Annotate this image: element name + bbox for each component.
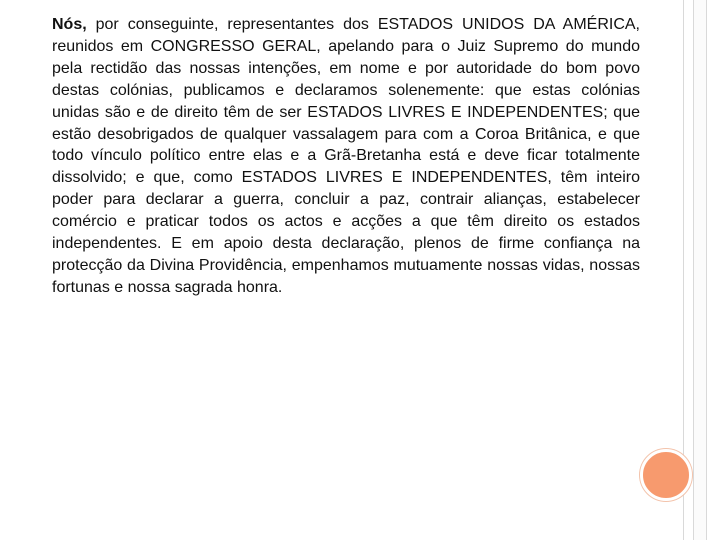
frame-line	[693, 0, 694, 540]
frame-line	[706, 0, 707, 540]
frame-band	[694, 0, 706, 540]
declaration-paragraph	[52, 14, 640, 299]
declaration-body-text: por conseguinte, representantes dos ESTADOS UNIDOS DA AMÉRICA, reunidos em CONGRESSO GERAL, apelando para o Juiz Supremo do mundo pela rectidão das nossas intenções, em nome e por autoridade do bom povo destas colónias, publicamos e declaramos solenemente: que estas colónias unidas são e de direito têm de ser ESTADOS LIVRES E INDEPENDENTES; que estão desobrigados de qualquer vassalagem para com a Coroa Britânica, e que todo vínculo político entre elas e a Grã-Bretanha está e deve ficar totalmente dissolvido; e que, como ESTADOS LIVRES E INDEPENDENTES, têm inteiro poder para declarar a guerra, concluir a paz, contrair alianças, estabelecer comércio e praticar todos os actos e acções a que têm direito os estados independentes. E em apoio desta declaração, plenos de firme confiança na protecção da Divina Providência, empenhamos mutuamente nossas vidas, nossas fortunas e nossa sagrada honra.	[52, 16, 640, 296]
accent-circle-decoration	[640, 449, 692, 501]
lead-word: Nós,	[52, 16, 87, 33]
